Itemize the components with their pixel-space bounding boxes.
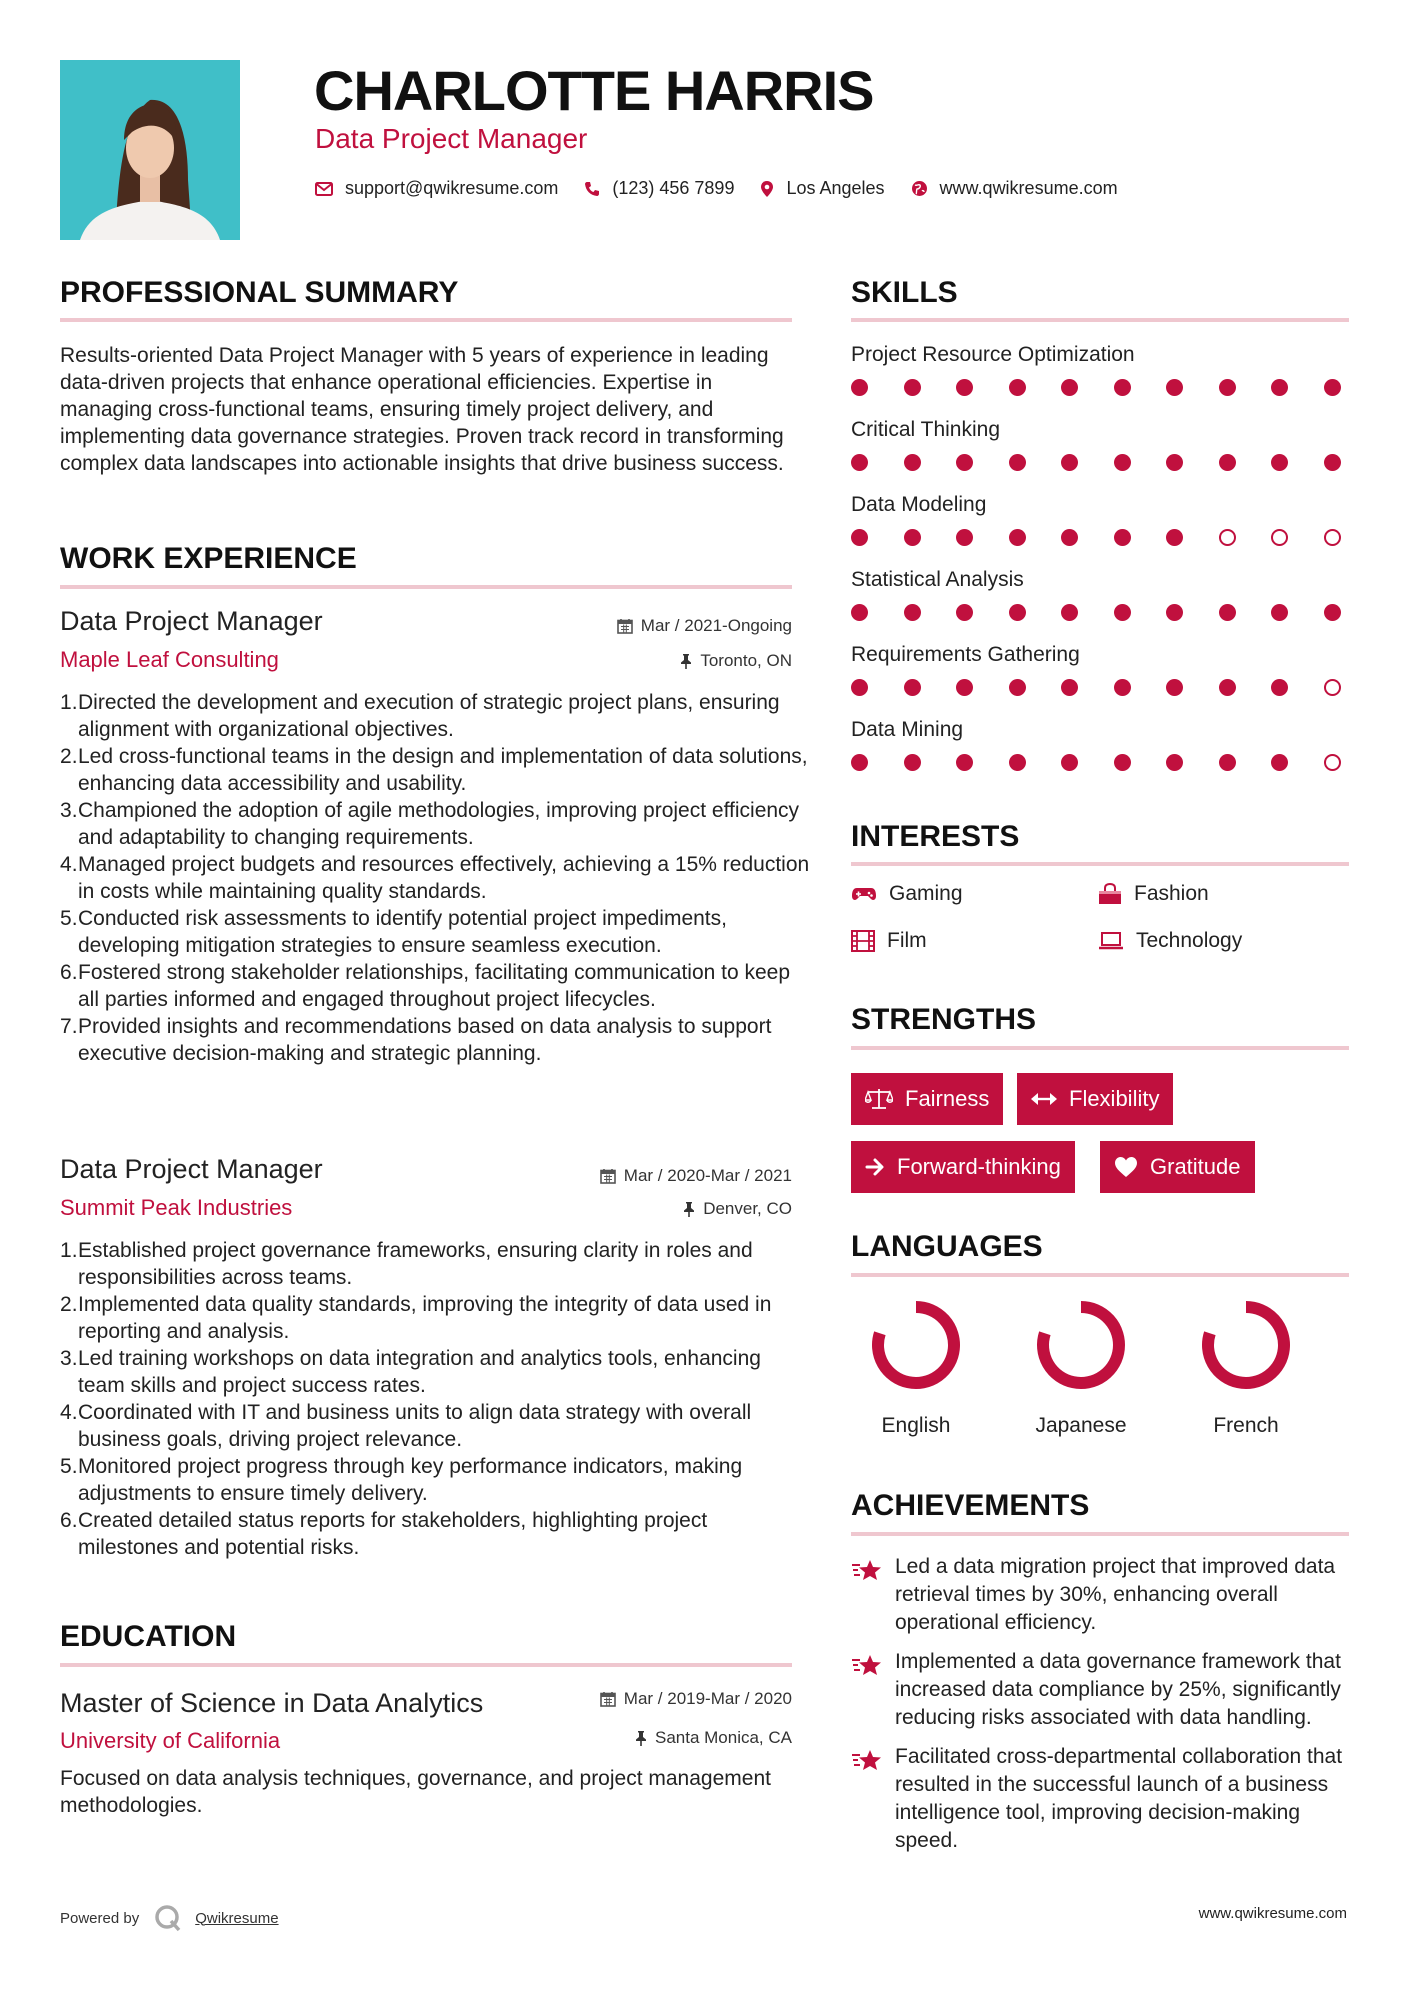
calendar-icon (600, 1168, 616, 1184)
job-title: Data Project Manager (60, 1154, 323, 1184)
language-item (1016, 1295, 1146, 1438)
strength-tag-fairness (851, 1073, 1003, 1125)
double-arrow-icon (1031, 1092, 1057, 1106)
powered-by-text: Powered by (60, 1909, 140, 1927)
rating-dot-filled (1009, 754, 1026, 771)
rating-dot-filled (1166, 679, 1183, 696)
qwikresume-logo-icon (153, 1903, 183, 1933)
interest-gaming (851, 882, 963, 906)
rating-dot-filled (1061, 379, 1078, 396)
rating-dot-filled (1061, 529, 1078, 546)
map-pin-icon (760, 180, 774, 198)
rating-dot-filled (904, 604, 921, 621)
job-company: Maple Leaf Consulting (60, 647, 279, 672)
job-bullet: Coordinated with IT and business units to align data strategy with overall business goals, driving project relevance. (78, 1401, 752, 1451)
job-bullet: Directed the development and execution of strategic project plans, ensuring alignment with organizational objectives. (78, 691, 780, 741)
skill-item (851, 568, 1349, 643)
heart-icon (1114, 1156, 1138, 1178)
location-text: Los Angeles (786, 178, 885, 198)
website-text: www.qwikresume.com (939, 178, 1118, 198)
rating-dot-filled (904, 754, 921, 771)
job-bullets (60, 689, 813, 1067)
qwikresume-link[interactable]: Qwikresume (195, 1909, 279, 1927)
rating-dot-filled (1219, 379, 1236, 396)
experience-divider (60, 585, 792, 589)
rating-dot-filled (851, 379, 868, 396)
education-dates-text: Mar / 2019-Mar / 2020 (623, 1689, 792, 1708)
rating-dot-filled (1114, 529, 1131, 546)
rating-dot-filled (1324, 454, 1341, 471)
strength-label: Fairness (905, 1086, 990, 1111)
skills-divider (851, 318, 1349, 322)
rating-dot-filled (1114, 604, 1131, 621)
rating-dot-filled (1166, 379, 1183, 396)
experience-heading: WORK EXPERIENCE (60, 542, 357, 575)
job-bullet: Managed project budgets and resources effectively, achieving a 15% reduction in costs while maintaining quality standards. (78, 853, 810, 903)
skill-name: Statistical Analysis (851, 568, 1024, 591)
rating-dot-filled (956, 679, 973, 696)
film-icon (851, 930, 875, 952)
rating-dot-filled (904, 529, 921, 546)
job-location-text: Toronto, ON (700, 651, 792, 670)
calendar-icon (617, 618, 633, 634)
pushpin-icon (680, 653, 692, 669)
globe-icon (911, 180, 928, 197)
star-icon (851, 1749, 883, 1773)
rating-dot-filled (1166, 604, 1183, 621)
contact-phone[interactable] (584, 178, 734, 199)
language-proficiency-ring (1181, 1295, 1311, 1395)
skill-rating (851, 379, 1341, 396)
interest-label: Film (887, 929, 927, 952)
job-location-text: Denver, CO (703, 1199, 792, 1218)
skill-name: Project Resource Optimization (851, 343, 1135, 366)
language-item (851, 1295, 981, 1438)
job-bullets (60, 1237, 813, 1561)
language-label: Japanese (1035, 1414, 1127, 1437)
rating-dot-filled (1166, 529, 1183, 546)
rating-dot-filled (956, 604, 973, 621)
rating-dot-filled (1219, 754, 1236, 771)
job-bullet: Established project governance frameworks, ensuring clarity in roles and responsibilities across teams. (78, 1239, 753, 1289)
rating-dot-filled (956, 454, 973, 471)
rating-dot-filled (1219, 604, 1236, 621)
rating-dot-filled (904, 679, 921, 696)
education-heading: EDUCATION (60, 1620, 237, 1653)
rating-dot-filled (904, 379, 921, 396)
achievements-heading: ACHIEVEMENTS (851, 1489, 1090, 1522)
job-dates-text: Mar / 2021-Ongoing (640, 616, 792, 635)
pushpin-icon (683, 1201, 695, 1217)
rating-dot-filled (904, 454, 921, 471)
interest-label: Technology (1136, 929, 1243, 952)
footer-website[interactable]: www.qwikresume.com (1198, 1905, 1347, 1922)
achievement-item (851, 1743, 1351, 1855)
rating-dot-filled (1219, 454, 1236, 471)
interests-divider (851, 862, 1349, 866)
achievement-text: Implemented a data governance framework that increased data compliance by 25%, significantly reducing risks associated with data handling. (895, 1650, 1341, 1729)
degree-title: Master of Science in Data Analytics (60, 1688, 484, 1718)
skill-item (851, 643, 1349, 718)
strength-label: Gratitude (1150, 1154, 1241, 1179)
envelope-icon (315, 182, 333, 196)
skill-item (851, 493, 1349, 568)
job-location (683, 1199, 792, 1219)
interests-heading: INTERESTS (851, 820, 1020, 853)
rating-dot-filled (1009, 379, 1026, 396)
language-proficiency-ring (1016, 1295, 1146, 1395)
balance-scale-icon (865, 1088, 893, 1110)
education-dates (600, 1689, 792, 1709)
interest-fashion (1098, 882, 1209, 906)
rating-dot-empty (1324, 679, 1341, 696)
interest-technology (1098, 929, 1242, 953)
strengths-divider (851, 1046, 1349, 1050)
job-bullet: Conducted risk assessments to identify potential project impediments, developing mitigation strategies to ensure seamless execution. (78, 907, 727, 957)
rating-dot-empty (1324, 754, 1341, 771)
rating-dot-filled (851, 604, 868, 621)
rating-dot-filled (1061, 454, 1078, 471)
education-location (635, 1728, 792, 1748)
job-bullet: Championed the adoption of agile methodologies, improving project efficiency and adaptability to changing requirements. (78, 799, 800, 849)
skill-rating (851, 604, 1341, 621)
rating-dot-filled (1271, 754, 1288, 771)
rating-dot-filled (1061, 679, 1078, 696)
skill-rating (851, 529, 1341, 546)
job-bullet: Led training workshops on data integration and analytics tools, enhancing team skills and project success rates. (78, 1347, 761, 1397)
job-dates (600, 1166, 792, 1186)
skill-rating (851, 454, 1341, 471)
rating-dot-filled (1271, 379, 1288, 396)
rating-dot-empty (1219, 529, 1236, 546)
rating-dot-filled (1114, 454, 1131, 471)
language-proficiency-ring (851, 1295, 981, 1395)
rating-dot-filled (1324, 379, 1341, 396)
education-location-text: Santa Monica, CA (654, 1728, 792, 1747)
interest-film (851, 929, 927, 953)
rating-dot-filled (1009, 679, 1026, 696)
laptop-icon (1098, 931, 1124, 951)
language-item (1181, 1295, 1311, 1438)
rating-dot-filled (1061, 604, 1078, 621)
rating-dot-filled (956, 379, 973, 396)
education-description: Focused on data analysis techniques, governance, and project management methodologies. (60, 1767, 771, 1817)
strength-label: Flexibility (1069, 1086, 1160, 1111)
rating-dot-empty (1324, 529, 1341, 546)
achievements-list (851, 1553, 1351, 1855)
skill-name: Critical Thinking (851, 418, 1000, 441)
rating-dot-filled (1166, 754, 1183, 771)
skill-name: Data Modeling (851, 493, 987, 516)
job-location (680, 651, 792, 671)
achievement-text: Facilitated cross-departmental collaboration that resulted in the successful launch of a business intelligence tool, improving decision-making speed. (895, 1745, 1343, 1852)
job-title: Data Project Manager (60, 606, 323, 636)
skill-item (851, 418, 1349, 493)
job-dates (617, 616, 792, 636)
job-bullet: Implemented data quality standards, improving the integrity of data used in reporting and analysis. (78, 1293, 772, 1343)
contact-website[interactable] (911, 178, 1118, 199)
job-bullet: Led cross-functional teams in the design and implementation of data solutions, enhancing data accessibility and usability. (78, 745, 808, 795)
rating-dot-filled (1114, 679, 1131, 696)
rating-dot-filled (851, 454, 868, 471)
strengths-heading: STRENGTHS (851, 1003, 1037, 1036)
profile-photo (60, 60, 240, 240)
shopping-bag-icon (1098, 883, 1122, 905)
rating-dot-empty (1271, 529, 1288, 546)
strength-tag-flexibility (1017, 1073, 1173, 1125)
job-bullet: Created detailed status reports for stakeholders, highlighting project milestones and potential risks. (78, 1509, 708, 1559)
interest-label: Gaming (889, 882, 963, 905)
achievements-divider (851, 1532, 1349, 1536)
job-bullet: Fostered strong stakeholder relationships, facilitating communication to keep all parties informed and engaged throughout project lifecycles. (78, 961, 791, 1011)
rating-dot-filled (1271, 679, 1288, 696)
rating-dot-filled (1061, 754, 1078, 771)
interest-label: Fashion (1134, 882, 1209, 905)
rating-dot-filled (1114, 379, 1131, 396)
languages-heading: LANGUAGES (851, 1230, 1043, 1263)
skill-item (851, 718, 1349, 793)
skills-list (851, 343, 1349, 793)
rating-dot-filled (1009, 529, 1026, 546)
rating-dot-filled (1009, 604, 1026, 621)
language-label: French (1213, 1414, 1279, 1437)
rating-dot-filled (851, 679, 868, 696)
skill-name: Data Mining (851, 718, 964, 741)
achievement-item (851, 1648, 1351, 1732)
email-text: support@qwikresume.com (345, 178, 559, 198)
languages-list (851, 1295, 1349, 1445)
skill-rating (851, 679, 1341, 696)
rating-dot-filled (1166, 454, 1183, 471)
strength-tag-gratitude (1100, 1141, 1255, 1193)
job-bullet: Monitored project progress through key performance indicators, making adjustments to ensure timely delivery. (78, 1455, 743, 1505)
contact-bar (315, 178, 1144, 199)
skills-heading: SKILLS (851, 276, 958, 309)
phone-icon (584, 181, 600, 197)
footer-powered-by (60, 1903, 279, 1933)
candidate-title: Data Project Manager (315, 123, 588, 154)
rating-dot-filled (1219, 679, 1236, 696)
contact-location (760, 178, 884, 199)
rating-dot-filled (851, 754, 868, 771)
rating-dot-filled (956, 754, 973, 771)
education-divider (60, 1663, 792, 1667)
arrow-right-icon (865, 1157, 885, 1177)
star-icon (851, 1559, 883, 1583)
star-icon (851, 1654, 883, 1678)
summary-heading: PROFESSIONAL SUMMARY (60, 276, 459, 309)
calendar-icon (600, 1691, 616, 1707)
skill-rating (851, 754, 1341, 771)
rating-dot-filled (1324, 604, 1341, 621)
rating-dot-filled (1271, 454, 1288, 471)
achievement-item (851, 1553, 1351, 1637)
rating-dot-filled (1114, 754, 1131, 771)
skill-item (851, 343, 1349, 418)
rating-dot-filled (1271, 604, 1288, 621)
phone-text: (123) 456 7899 (612, 178, 735, 198)
job-bullet: Provided insights and recommendations based on data analysis to support executive decision-making and strategic planning. (78, 1015, 772, 1065)
summary-text: Results-oriented Data Project Manager with 5 years of experience in leading data-driven projects that enhance operational efficiencies. Expertise in managing cross-functional teams, ensuring timely project delivery, and implementing data governance strategies. Proven track record in transforming complex data landscapes into actionable insights that drive business success. (60, 344, 784, 475)
pushpin-icon (635, 1730, 647, 1746)
achievement-text: Led a data migration project that improved data retrieval times by 30%, enhancing overall operational efficiency. (895, 1555, 1336, 1634)
job-dates-text: Mar / 2020-Mar / 2021 (623, 1166, 792, 1185)
skill-name: Requirements Gathering (851, 643, 1080, 666)
language-label: English (881, 1414, 951, 1437)
strength-label: Forward-thinking (897, 1154, 1061, 1179)
candidate-name: CHARLOTTE HARRIS (314, 59, 874, 122)
school-name: University of California (60, 1728, 281, 1753)
rating-dot-filled (956, 529, 973, 546)
summary-divider (60, 318, 792, 322)
languages-divider (851, 1273, 1349, 1277)
gamepad-icon (851, 886, 877, 902)
rating-dot-filled (1009, 454, 1026, 471)
strength-tag-forward-thinking (851, 1141, 1075, 1193)
contact-email[interactable] (315, 178, 558, 199)
rating-dot-filled (851, 529, 868, 546)
job-company: Summit Peak Industries (60, 1195, 293, 1220)
